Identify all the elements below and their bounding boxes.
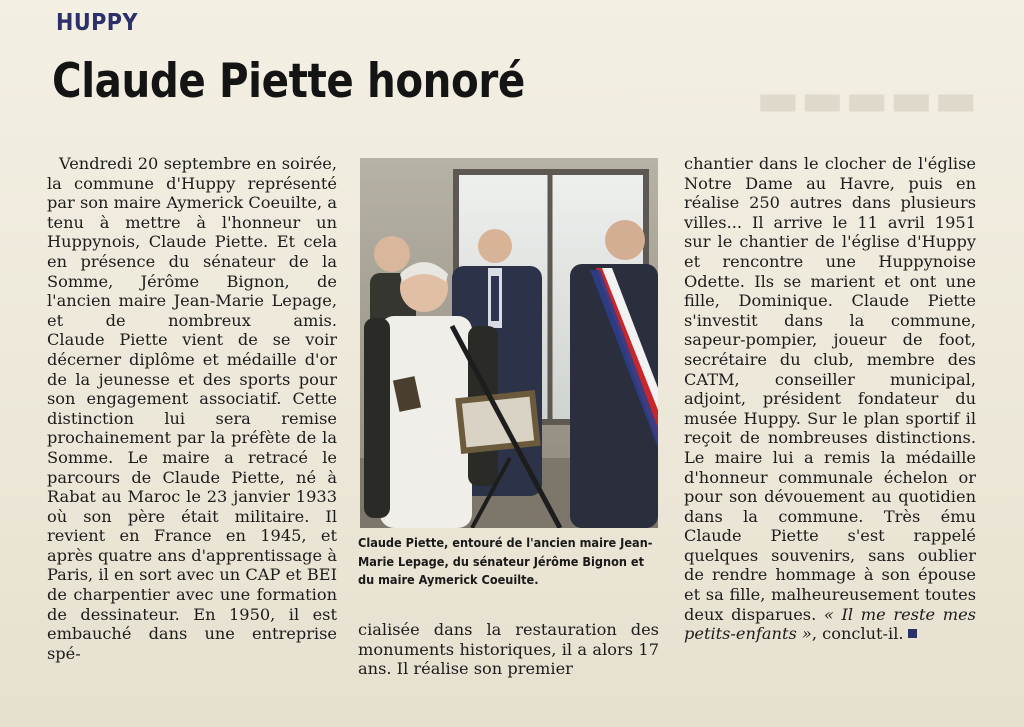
column-2 [358, 620, 659, 679]
closing-quote: « Il me reste mes petits-enfants » [684, 604, 976, 644]
paragraph-career [684, 154, 976, 644]
section-label: HUPPY [56, 10, 138, 36]
paragraph-bio: Claude Piette vient de se voir décerner diplôme et médaille d'or de la jeunesse et des sports pour son engagement associatif. Cette distinction lui sera remise prochainement par la préfète de la Somme. Le maire a retracé le parcours de Claude Piette, né à Rabat au Maroc le 23 janvier 1933 où son père était militaire. Il revient en France en 1945, et après quatre ans d'apprentissage à Paris, il en sort avec un CAP et BEI de charpentier avec une formation de dessinateur. En 1950, il est embauché dans une entreprise spé- [47, 330, 337, 663]
bleed-through-text: ▬▬▬▬▬ [755, 72, 978, 126]
article-photo [360, 158, 658, 528]
paragraph-intro: Vendredi 20 septembre en soirée, la commune d'Huppy représenté par son maire Aymerick Coeuilte, a tenu à mettre à l'honneur un Huppynois, Claude Piette. Et cela en présence du sénateur de la Somme, Jérôme Bignon, de l'ancien maire Jean-Marie Lepage, et de nombreux amis. [47, 154, 337, 330]
photo-caption: Claude Piette, entouré de l'ancien maire Jean-Marie Lepage, du sénateur Jérôme Bignon et du maire Aymerick Coeuilte. [358, 535, 653, 587]
end-of-article-mark [908, 629, 917, 638]
paragraph-continued: cialisée dans la restauration des monuments historiques, il a alors 17 ans. Il réalise son premier [358, 620, 659, 679]
paragraph-career-text: chantier dans le clocher de l'église Notre Dame au Havre, puis en réalise 250 autres dans plusieurs villes... Il arrive le 11 avril 1951 sur le chantier de l'église d'Huppy et rencontre une Huppynoise Odette. Ils se marient et ont une fille, Dominique. Claude Piette s'investit dans la commune, sapeur-pompier, joueur de foot, secrétaire du club, membre des CATM, conseiller municipal, adjoint, président fondateur du musée Huppy. Sur le plan sportif il reçoit de nombreuses distinctions. Le maire lui a remis la médaille d'honneur communale échelon or pour son dévouement au quotidien dans la commune. Très ému Claude Piette s'est rappelé quelques souvenirs, sans oublier de rendre hommage à son épouse et sa fille, malheureusement toutes deux disparues. [684, 154, 976, 624]
column-1 [47, 154, 337, 663]
column-3 [684, 154, 976, 644]
photo-illustration [360, 158, 658, 528]
headline: Claude Piette honoré [52, 54, 525, 109]
closing-text: , conclut-il. [811, 624, 904, 644]
